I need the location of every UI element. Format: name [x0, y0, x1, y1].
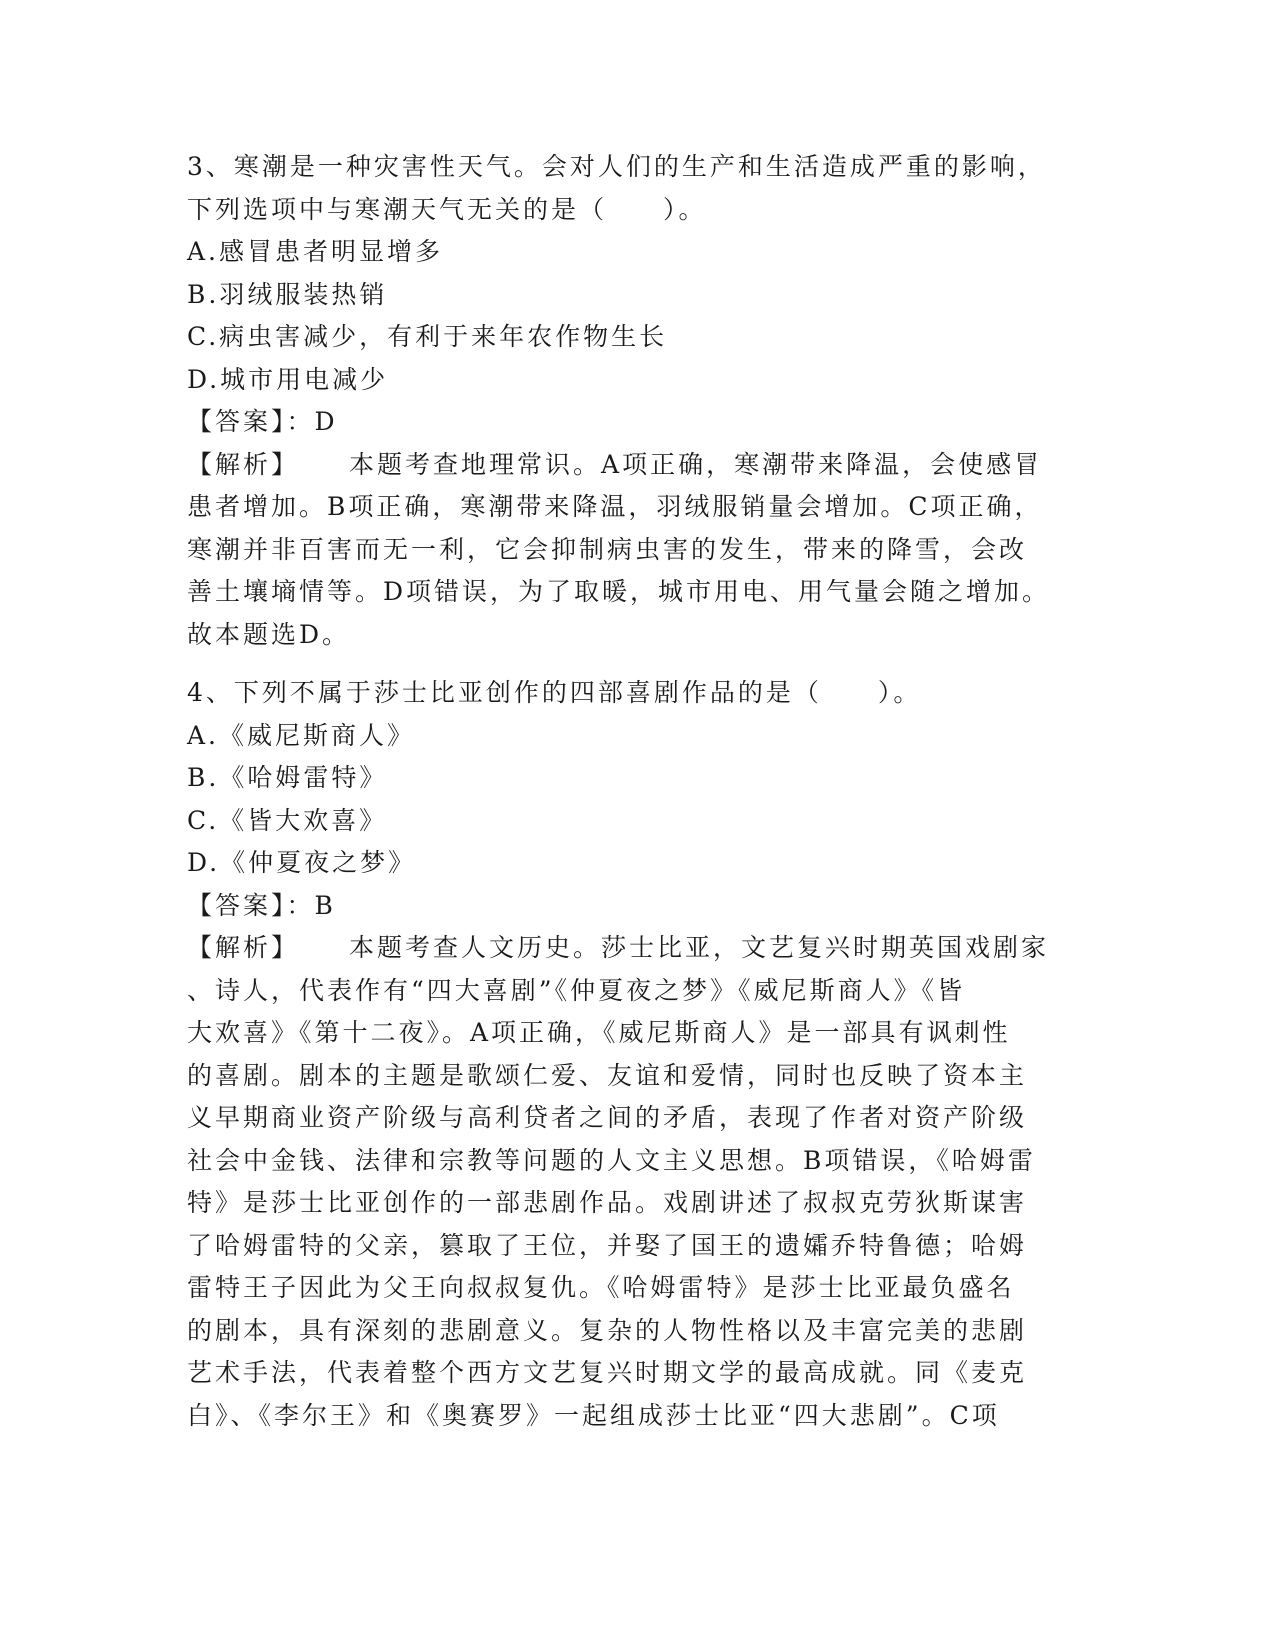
analysis-text: 本题考查地理常识。A项正确，寒潮带来降温，会使感冒	[349, 449, 1043, 479]
analysis-line: 的剧本，具有深刻的悲剧意义。复杂的人物性格以及丰富完美的悲剧	[187, 1315, 1028, 1345]
analysis-line: 社会中金钱、法律和宗教等问题的人文主义思想。B项错误，《哈姆雷	[187, 1145, 1036, 1175]
analysis-line: 义早期商业资产阶级与高利贷者之间的矛盾，表现了作者对资产阶级	[187, 1103, 1028, 1132]
analysis-line	[187, 444, 1087, 487]
analysis-label: 【解析】	[187, 933, 300, 962]
option-d: D.城市用电减少	[187, 364, 389, 394]
option-a: A.《威尼斯商人》	[187, 720, 416, 750]
analysis-text: 本题考查人文历史。莎士比亚，文艺复兴时期英国戏剧家	[349, 933, 1050, 962]
analysis-line: 艺术手法，代表着整个西方文艺复兴时期文学的最高成就。同《麦克	[187, 1358, 1028, 1387]
option-c: C.病虫害减少，有利于来年农作物生长	[187, 322, 668, 351]
analysis-line: 了哈姆雷特的父亲，篡取了王位，并娶了国王的遗孀乔特鲁德；哈姆	[187, 1230, 1028, 1260]
option-b: B.《哈姆雷特》	[187, 763, 388, 792]
analysis-line: 特》是莎士比亚创作的一部悲剧作品。戏剧讲述了叔叔克劳狄斯谋害	[187, 1188, 1028, 1217]
option-d: D.《仲夏夜之梦》	[187, 848, 417, 877]
analysis-line: 大欢喜》《第十二夜》。A项正确，《威尼斯商人》是一部具有讽刺性	[187, 1018, 1011, 1047]
question-stem-line: 3、寒潮是一种灾害性天气。会对人们的生产和生活造成严重的影响，	[187, 152, 1046, 181]
analysis-label: 【解析】	[187, 449, 300, 479]
answer-line: 【答案】：D	[187, 407, 338, 436]
analysis-line: 寒潮并非百害而无一利，它会抑制病虫害的发生，带来的降雪，会改	[187, 534, 1028, 564]
analysis-line: 故本题选D。	[187, 619, 351, 649]
analysis-line: 患者增加。B项正确，寒潮带来降温，羽绒服销量会增加。C项正确，	[187, 492, 1043, 521]
question-3	[187, 146, 1087, 656]
question-stem-line: 下列选项中与寒潮天气无关的是（ ）。	[187, 194, 707, 224]
analysis-line: 善土壤墒情等。D项错误，为了取暖，城市用电、用气量会随之增加。	[187, 577, 1051, 606]
document-page	[187, 146, 1087, 1437]
analysis-line: 的喜剧。剧本的主题是歌颂仁爱、友谊和爱情，同时也反映了资本主	[187, 1060, 1028, 1090]
option-a: A.感冒患者明显增多	[187, 237, 444, 266]
answer-line: 【答案】：B	[187, 890, 336, 920]
analysis-line: 雷特王子因此为父王向叔叔复仇。《哈姆雷特》是莎士比亚最负盛名	[187, 1273, 1015, 1302]
analysis-line	[187, 927, 1087, 970]
option-c: C.《皆大欢喜》	[187, 805, 388, 835]
question-4	[187, 672, 1087, 1437]
analysis-line: 白》、《李尔王》和《奥赛罗》一起组成莎士比亚“四大悲剧”。C项	[187, 1400, 1000, 1430]
option-b: B.羽绒服装热销	[187, 279, 388, 309]
question-stem-line: 4、下列不属于莎士比亚创作的四部喜剧作品的是（ ）。	[187, 678, 922, 707]
analysis-line: 、诗人，代表作有“四大喜剧”《仲夏夜之梦》《威尼斯商人》《皆	[187, 975, 966, 1005]
